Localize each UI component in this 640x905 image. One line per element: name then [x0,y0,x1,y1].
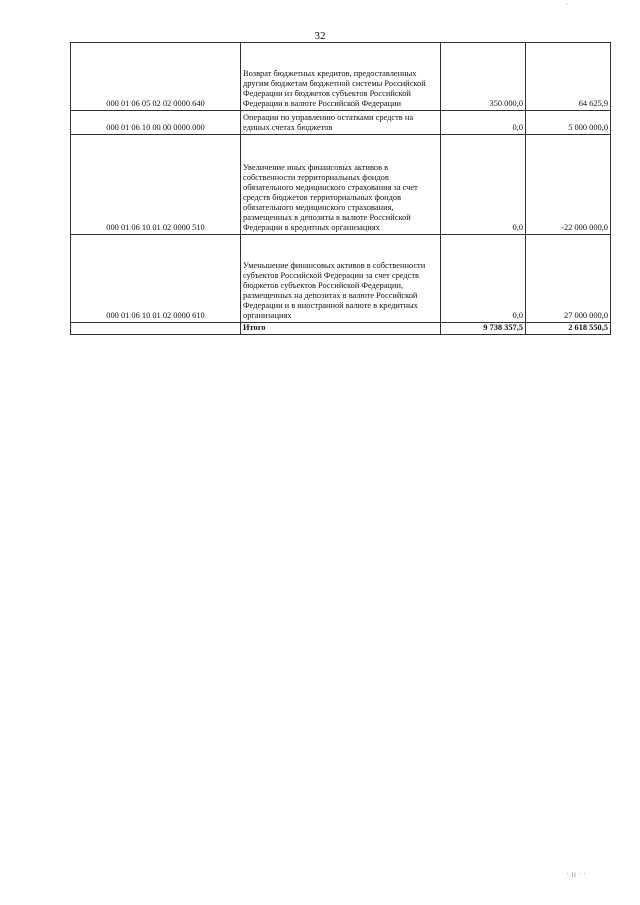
amount-column-2: 64 625,9 [526,43,611,111]
page-number: 32 [314,30,326,42]
table-row [71,235,611,323]
amount-column-1: 0,0 [441,135,526,235]
total-amount-column-2: 2 618 550,5 [526,323,611,335]
amount-column-1: 0,0 [441,235,526,323]
row-description: Возврат бюджетных кредитов, предоставленных другим бюджетам бюджетной системы Российской Федерации из бюджетов субъектов Российской Федерации в валюте Российской Федерации [241,43,441,111]
total-amount-column-1: 9 738 357,5 [441,323,526,335]
amount-column-2: 5 000 000,0 [526,111,611,135]
empty-cell [71,323,241,335]
amount-column-2: 27 000 000,0 [526,235,611,323]
row-description: Уменьшение финансовых активов в собственности субъектов Российской Федерации за счет средств бюджетов субъектов Российской Федерации, размещенных на депозитах в валюте Российской Федерации и в иностранной валюте в кредитных организациях [241,235,441,323]
classification-code: 000 01 06 10 01 02 0000 610 [71,235,241,323]
table-row [71,135,611,235]
budget-sources-table [70,42,611,335]
total-row [71,323,611,335]
classification-code: 000 01 06 10 00 00 0000 000 [71,111,241,135]
row-description: Увеличение иных финансовых активов в собственности территориальных фондов обязательного медицинского страхования за счет средств бюджетов территориальных фондов обязательного медицинского страхования, размещенных в депозиты в валюте Российской Федерации в кредитных организациях [241,135,441,235]
amount-column-1: 0,0 [441,111,526,135]
classification-code: 000 01 06 10 01 02 0000 510 [71,135,241,235]
total-label: Итого [241,323,441,335]
scan-artifact-mark: ˘ [566,4,568,10]
row-description: Операции по управлению остатками средств на единых счетах бюджетов [241,111,441,135]
scan-artifact-footer: ' ‖‖ ' ' [567,873,587,879]
amount-column-1: 350 000,0 [441,43,526,111]
table-row [71,111,611,135]
classification-code: 000 01 06 05 02 02 0000 640 [71,43,241,111]
amount-column-2: -22 000 000,0 [526,135,611,235]
table-row [71,43,611,111]
